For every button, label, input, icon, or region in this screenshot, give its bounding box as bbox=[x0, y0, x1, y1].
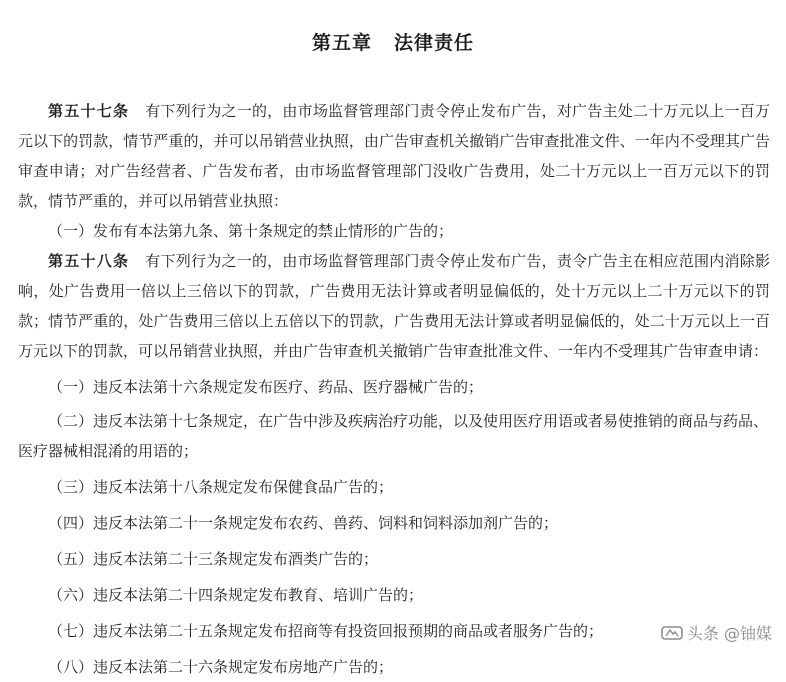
chapter-title bbox=[0, 28, 786, 55]
article-58-item-3: （三）违反本法第十八条规定发布保健食品广告的； bbox=[48, 478, 394, 496]
chapter-name: 法律责任 bbox=[394, 32, 475, 54]
article-text: 有下列行为之一的，由市场监督管理部门责令停止发布广告，对广告主处二十万元以上一百万元以下的罚款，情节严重的，并可以吊销营业执照，由广告审查机关撤销广告审查批准文件、一年内不受理其广告审查申请；对广告经营者、广告发布者，由市场监督管理部门没收广告费用，处二十万元以上一百万元以下的罚款，情节严重的，并可以吊销营业执照： bbox=[18, 102, 770, 210]
watermark-text: 头条 @铀媒 bbox=[686, 624, 772, 643]
article-text: 有下列行为之一的，由市场监督管理部门责令停止发布广告，责令广告主在相应范围内消除影响，处广告费用一倍以上三倍以下的罚款，广告费用无法计算或者明显偏低的，处十万元以上二十万元以下的罚款；情节严重的，处广告费用三倍以上五倍以下的罚款，广告费用无法计算或者明显偏低的，处二十万元以上一百万元以下的罚款，可以吊销营业执照，并由广告审查机关撤销广告审查批准文件、一年内不受理其广告审查申请： bbox=[18, 252, 770, 360]
article-58-item-4: （四）违反本法第二十一条规定发布农药、兽药、饲料和饲料添加剂广告的； bbox=[48, 514, 559, 532]
chapter-number: 第五章 bbox=[311, 32, 372, 54]
article-58 bbox=[18, 246, 770, 366]
article-number: 第五十七条 bbox=[48, 102, 130, 120]
article-58-item-2: （二）违反本法第十七条规定，在广告中涉及疾病治疗功能，以及使用医疗用语或者易使推销的商品与药品、医疗器械相混淆的用语的； bbox=[18, 412, 769, 460]
article-58-item-7: （七）违反本法第二十五条规定发布招商等有投资回报预期的商品或者服务广告的； bbox=[48, 622, 604, 640]
toutiao-logo-icon bbox=[661, 625, 683, 641]
document-body bbox=[18, 96, 770, 682]
article-57 bbox=[18, 96, 770, 216]
article-57-item-1: （一）发布有本法第九条、第十条规定的禁止情形的广告的； bbox=[48, 222, 454, 240]
article-58-item-8: （八）违反本法第二十六条规定发布房地产广告的； bbox=[48, 658, 394, 676]
article-58-item-5: （五）违反本法第二十三条规定发布酒类广告的； bbox=[48, 550, 379, 568]
article-number: 第五十八条 bbox=[48, 252, 130, 270]
watermark bbox=[661, 621, 772, 644]
article-58-item-1: （一）违反本法第十六条规定发布医疗、药品、医疗器械广告的； bbox=[48, 378, 484, 396]
article-58-item-6: （六）违反本法第二十四条规定发布教育、培训广告的； bbox=[48, 586, 424, 604]
